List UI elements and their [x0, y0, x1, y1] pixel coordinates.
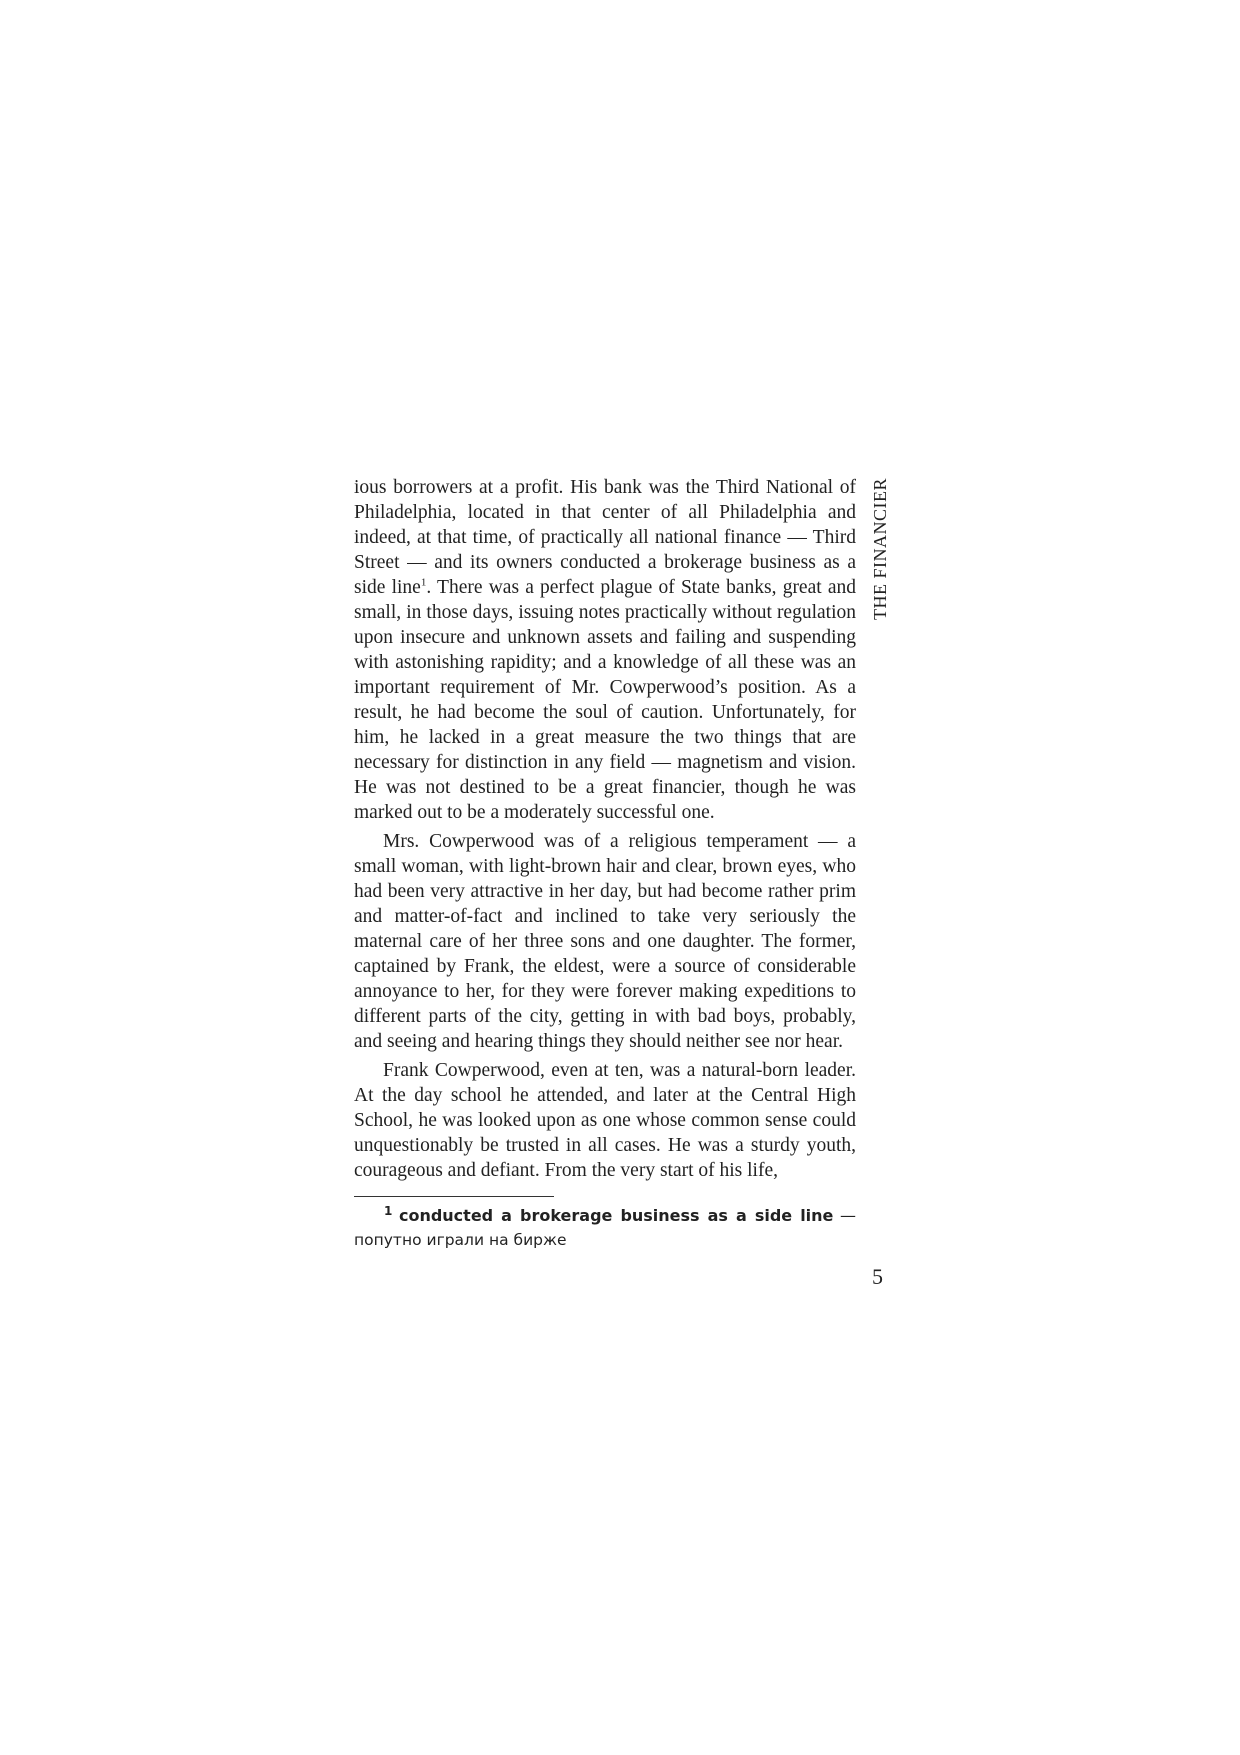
paragraph-3: Frank Cowperwood, even at ten, was a natural-born leader. At the day school he attended, and later at the Central High School, he was looked upon as one whose common sense could unquestionably be trusted in all cases. He was a sturdy youth, courageous and defiant. From the very start of his life, [354, 1060, 856, 1181]
paragraph-1-text-b: . There was a perfect plague of State banks, great and small, in those days, issuing notes practically without regulation upon insecure and unknown assets and failing and suspending with astonishing rapidity; and a knowledge of all these was an important requirement of Mr. Cowperwood’s position. As a result, he had become the soul of caution. Unfortunately, for him, he lacked in a great measure the two things that are necessary for distinction in any field — magnetism and vision. He was not destined to be a great financier, though he was marked out to be a moderately successful one. [354, 577, 857, 823]
footnote-divider [354, 1196, 554, 1197]
footnote-term: conducted a brokerage business as a side line [398, 1206, 834, 1225]
footnote-dash: — [840, 1206, 857, 1225]
footnote-reference: 1 [420, 576, 427, 589]
paragraph-2: Mrs. Cowperwood was of a religious temperament — a small woman, with light-brown hair and clear, brown eyes, who had been very attractive in her day, but had become rather prim and matter-of-fact and inclined to take very seriously the maternal care of her three sons and one daughter. The former, captained by Frank, the eldest, were a source of considerable annoyance to her, for they were forever making expeditions to different parts of the city, getting in with bad boys, probably, and seeing and hearing things they should neither see nor hear. [354, 831, 856, 1052]
paragraph-1 [354, 475, 856, 825]
running-head: THE FINANCIER [870, 478, 890, 620]
footnote-translation: попутно играли на бирже [354, 1231, 567, 1249]
footnote [354, 1204, 856, 1252]
body-text [354, 475, 856, 1183]
paragraph-1-text-a: ious borrowers at a profit. His bank was the Third National of Philadelphia, located in that center of all Philadelphia and indeed, at that time, of practically all national finance — Third Street — and its owners conducted a brokerage business as a side line [354, 477, 856, 598]
footnote-number: 1 [384, 1203, 393, 1218]
page-number: 5 [872, 1264, 883, 1289]
